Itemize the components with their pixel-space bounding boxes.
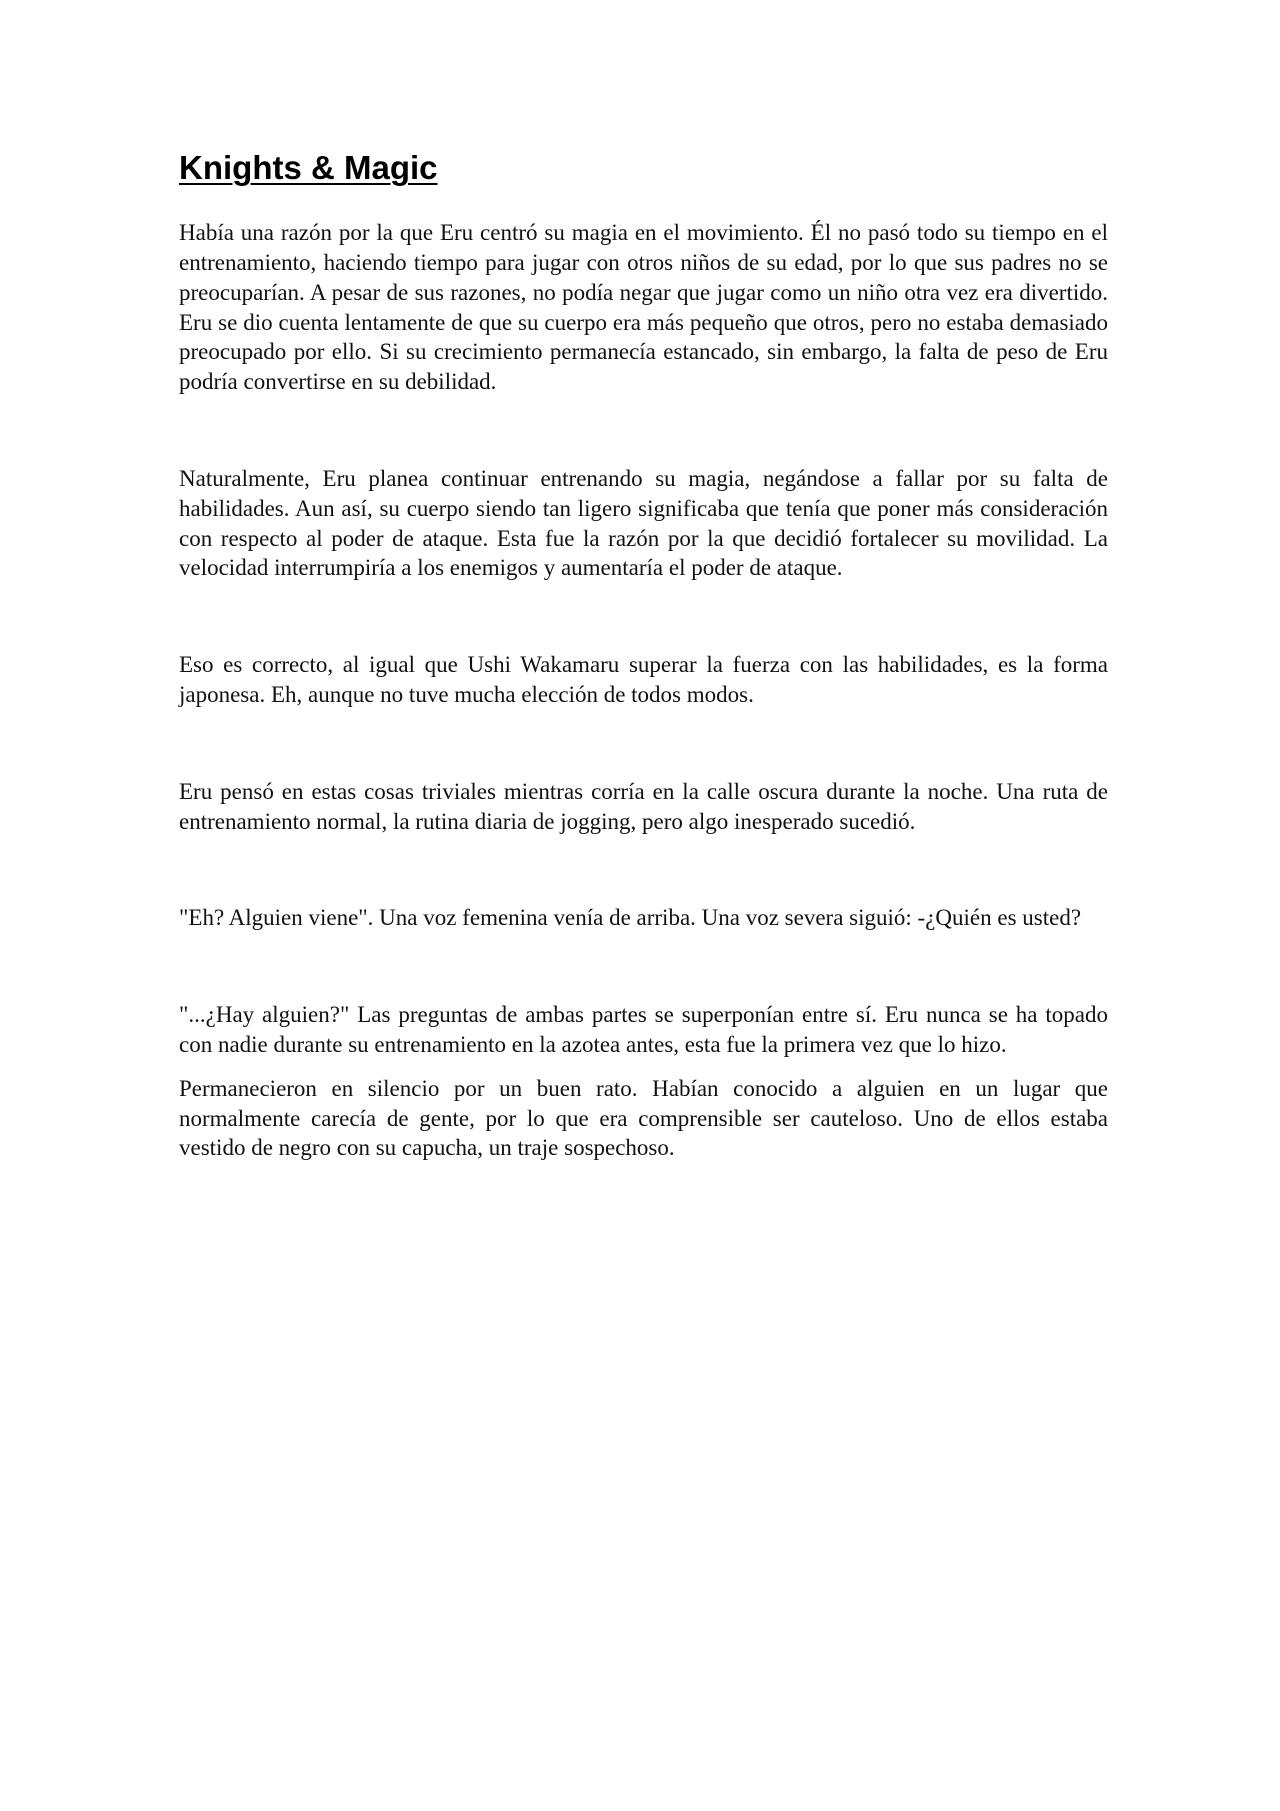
document-title: Knights & Magic <box>179 149 438 186</box>
paragraph-2: Naturalmente, Eru planea continuar entrenando su magia, negándose a fallar por su falta de habilidades. Aun así, su cuerpo siendo tan ligero significaba que tenía que poner más consideración con respecto al poder de ataque. Esta fue la razón por la que decidió fortalecer su movilidad. La velocidad interrumpiría a los enemigos y aumentaría el poder de ataque. <box>179 466 1108 581</box>
paragraph-7: Permanecieron en silencio por un buen rato. Habían conocido a alguien en un lugar que normalmente carecía de gente, por lo que era comprensible ser cauteloso. Uno de ellos estaba vestido de negro con su capucha, un traje sospechoso. <box>179 1075 1108 1161</box>
paragraph-6: "...¿Hay alguien?" Las preguntas de ambas partes se superponían entre sí. Eru nunca se ha topado con nadie durante su entrenamiento en la azotea antes, esta fue la primera vez que lo hizo. <box>179 1002 1108 1058</box>
document-body <box>179 150 1108 1163</box>
paragraph-1: Había una razón por la que Eru centró su magia en el movimiento. Él no pasó todo su tiempo en el entrenamiento, haciendo tiempo para jugar con otros niños de su edad, por lo que sus padres no se preocuparían. A pesar de sus razones, no podía negar que jugar como un niño otra vez era divertido. Eru se dio cuenta lentamente de que su cuerpo era más pequeño que otros, pero no estaba demasiado preocupado por ello. Si su crecimiento permanecía estancado, sin embargo, la falta de peso de Eru podría convertirse en su debilidad. <box>179 220 1108 395</box>
paragraph-4: Eru pensó en estas cosas triviales mientras corría en la calle oscura durante la noche. Una ruta de entrenamiento normal, la rutina diaria de jogging, pero algo inesperado sucedió. <box>179 778 1108 834</box>
paragraph-5: "Eh? Alguien viene". Una voz femenina venía de arriba. Una voz severa siguió: -¿Quién es usted? <box>179 905 1082 931</box>
paragraph-3: Eso es correcto, al igual que Ushi Wakamaru superar la fuerza con las habilidades, es la forma japonesa. Eh, aunque no tuve mucha elección de todos modos. <box>179 652 1108 708</box>
